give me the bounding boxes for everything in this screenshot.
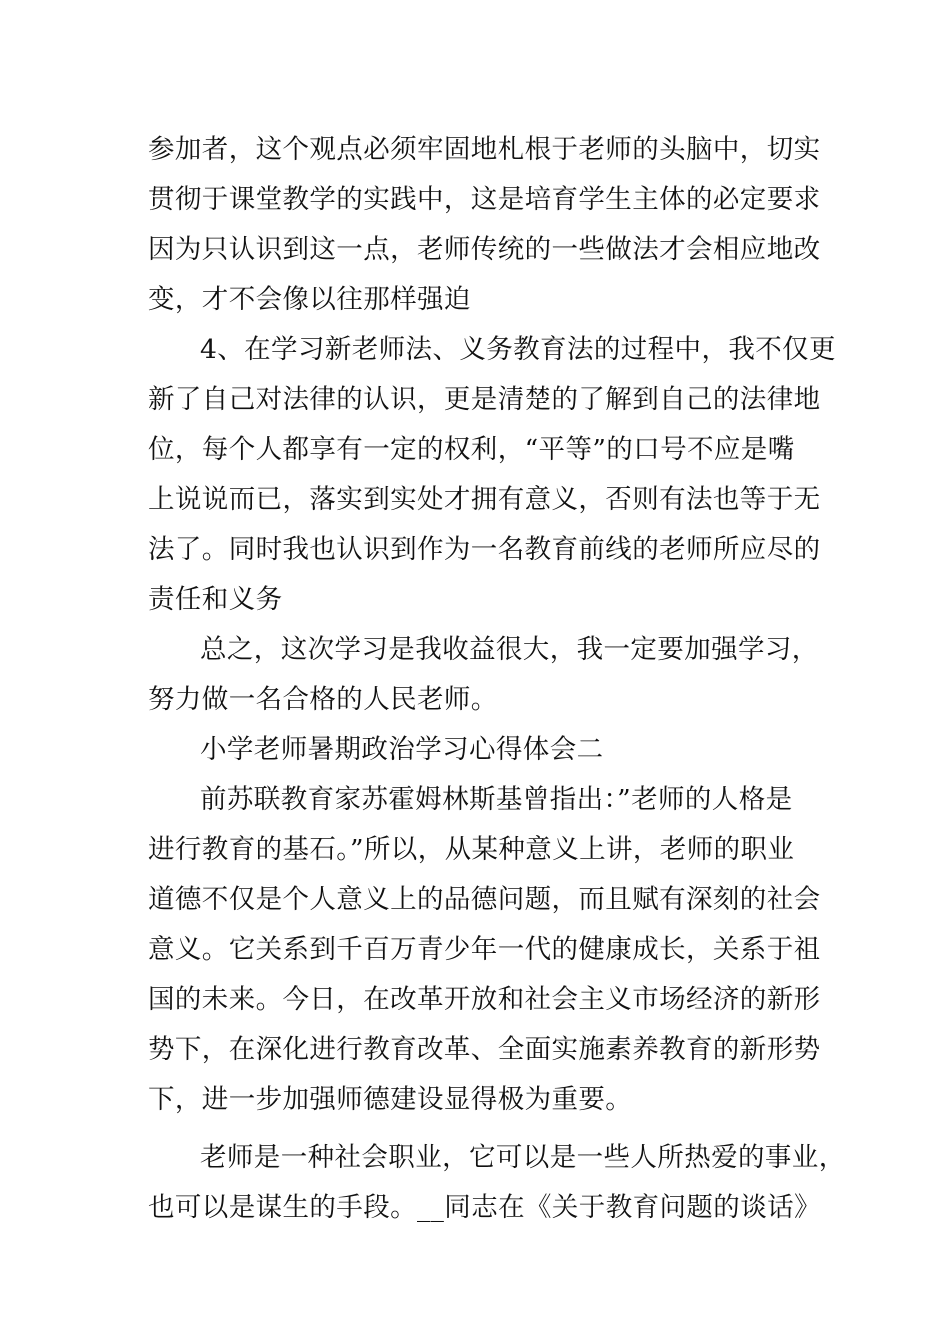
text-line: 参加者，这个观点必须牢固地札根于老师的头脑中，切实 <box>148 134 821 165</box>
text-line: 也可以是谋生的手段。__同志在《关于教育问题的谈话》 <box>148 1192 821 1223</box>
text-line: 意义。它关系到千百万青少年一代的健康成长，关系于祖 <box>148 934 821 965</box>
text-line: 努力做一名合格的人民老师。 <box>148 684 498 715</box>
text-line: 位，每个人都享有一定的权利，“平等”的口号不应是嘴 <box>148 434 795 465</box>
text-line: 变，才不会像以往那样强迫 <box>148 284 471 315</box>
text-line: 国的未来。今日，在改革开放和社会主义市场经济的新形 <box>148 984 821 1015</box>
text-line: 下，进一步加强师德建设显得极为重要。 <box>148 1084 633 1115</box>
text-line: 责任和义务 <box>148 584 283 615</box>
text-line: 因为只认识到这一点，老师传统的一些做法才会相应地改 <box>148 234 821 265</box>
text-line: 道德不仅是个人意义上的品德问题，而且赋有深刻的社会 <box>148 884 821 915</box>
text-line: 进行教育的基石。”所以，从某种意义上讲，老师的职业 <box>148 834 795 865</box>
text-line: 前苏联教育家苏霍姆林斯基曾指出：”老师的人格是 <box>200 784 793 815</box>
text-line: 贯彻于课堂教学的实践中，这是培育学生主体的必定要求 <box>148 184 821 215</box>
text-line: 上说说而已，落实到实处才拥有意义，否则有法也等于无 <box>148 484 821 515</box>
text-line: 法了。同时我也认识到作为一名教育前线的老师所应尽的 <box>148 534 821 565</box>
section-heading: 小学老师暑期政治学习心得体会二 <box>200 734 604 765</box>
text-line: 总之，这次学习是我收益很大，我一定要加强学习， <box>200 634 819 665</box>
text-line: 4、在学习新老师法、义务教育法的过程中，我不仅更 <box>200 334 836 365</box>
text-line: 新了自己对法律的认识，更是清楚的了解到自己的法律地 <box>148 384 821 415</box>
text-line: 老师是一种社会职业，它可以是一些人所热爱的事业， <box>200 1142 846 1173</box>
text-line: 势下，在深化进行教育改革、全面实施素养教育的新形势 <box>148 1034 821 1065</box>
